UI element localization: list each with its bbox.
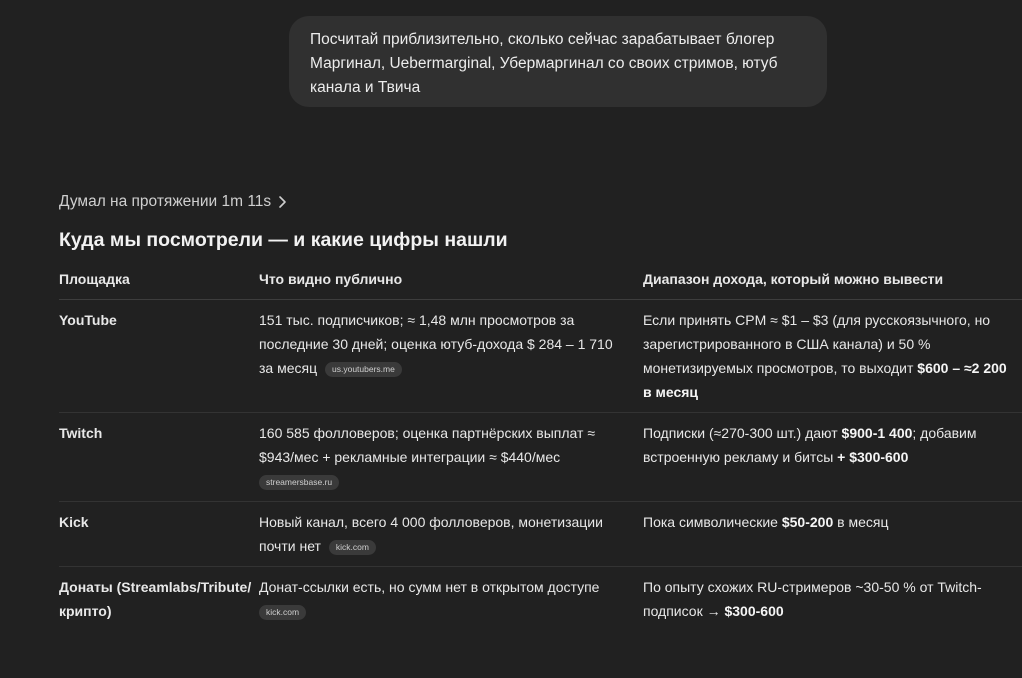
table-header-row: [59, 264, 1022, 300]
public-cell: [259, 502, 643, 567]
public-cell: [259, 300, 643, 413]
table-row: [59, 502, 1022, 567]
table-row: [59, 413, 1022, 502]
table-row: [59, 567, 1022, 632]
income-amount: $300-600: [724, 603, 784, 619]
income-cell: [643, 502, 1022, 567]
header-public: Что видно публично: [259, 264, 643, 300]
header-platform: Площадка: [59, 264, 259, 300]
income-text: По опыту схожих RU-стримеров ~30-50 % от Twitch-подписок →: [643, 579, 982, 619]
public-text: 151 тыс. подписчиков; ≈ 1,48 млн просмотров за последние 30 дней; оценка ютуб-дохода $ 284 – 1 710 за месяц: [259, 312, 613, 376]
public-text: 160 585 фолловеров; оценка партнёрских выплат ≈ $943/мес + рекламные интеграции ≈ $440/мес: [259, 425, 596, 465]
source-citation[interactable]: us.youtubers.me: [325, 362, 402, 377]
source-citation[interactable]: kick.com: [259, 605, 306, 620]
platform-cell: YouTube: [59, 300, 259, 413]
income-cell: [643, 567, 1022, 632]
public-text: Донат-ссылки есть, но сумм нет в открытом доступе: [259, 579, 600, 595]
income-amount: $50-200: [781, 514, 834, 530]
income-amount: $900-1 400: [841, 425, 913, 441]
income-table: [59, 264, 1022, 631]
income-cell: [643, 300, 1022, 413]
income-amount: $600 – ≈2 200 в месяц: [643, 360, 1007, 400]
platform-cell: Twitch: [59, 413, 259, 502]
income-text-mid: в месяц: [833, 514, 889, 530]
public-cell: [259, 413, 643, 502]
platform-cell: Kick: [59, 502, 259, 567]
income-text: Если принять CPM ≈ $1 – $3 (для русскоязычного, но зарегистрированного в США канала) и 50 % монетизируемых просмотров, то выходит: [643, 312, 991, 376]
source-citation[interactable]: streamersbase.ru: [259, 475, 339, 490]
income-cell: [643, 413, 1022, 502]
thought-toggle[interactable]: [59, 193, 287, 211]
user-message-bubble: Посчитай приблизительно, сколько сейчас зарабатывает блогер Маргинал, Uebermarginal, Убермаргинал со своих стримов, ютуб канала и Твича: [289, 16, 827, 107]
table-row: [59, 300, 1022, 413]
section-heading: Куда мы посмотрели — и какие цифры нашли: [59, 229, 508, 251]
income-amount-extra: + $300-600: [837, 449, 909, 465]
public-text: Новый канал, всего 4 000 фолловеров, монетизации почти нет: [259, 514, 603, 554]
source-citation[interactable]: kick.com: [329, 540, 376, 555]
platform-cell: Донаты (Streamlabs/Tribute/ крипто): [59, 579, 252, 619]
income-text-mid: ; добавим встроенную рекламу и битсы: [643, 425, 977, 465]
income-text: Пока символические: [643, 514, 782, 530]
income-text: Подписки (≈270-300 шт.) дают: [643, 425, 842, 441]
chevron-right-icon: [277, 195, 287, 209]
public-cell: [259, 567, 643, 632]
thought-label: Думал на протяжении 1m 11s: [59, 193, 272, 210]
header-income: Диапазон дохода, который можно вывести: [643, 264, 1022, 300]
